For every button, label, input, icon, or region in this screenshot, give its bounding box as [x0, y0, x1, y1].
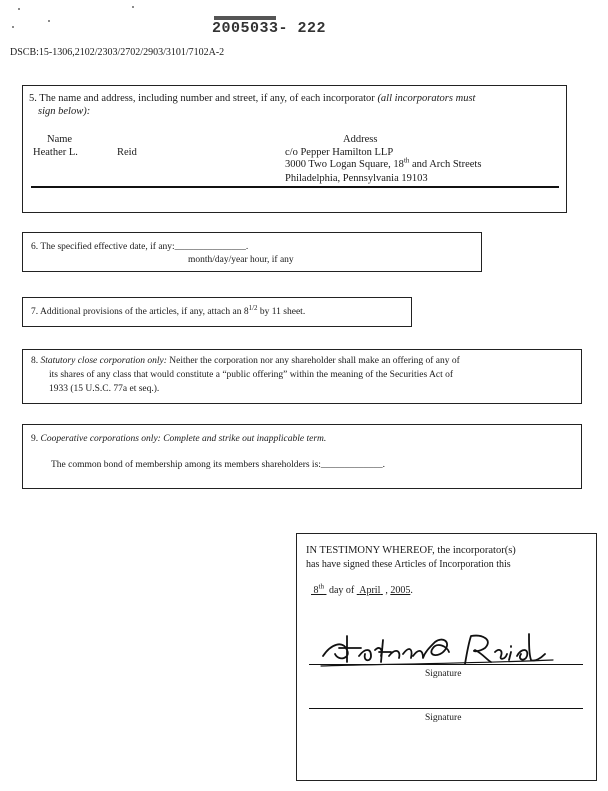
testimony-month [357, 585, 383, 596]
section-5-label-plain: 5. The name and address, including number and street, if any, of each incorporator [29, 93, 378, 104]
testimony-month-value: April [359, 585, 381, 596]
signature-line-1 [309, 664, 583, 665]
section-9-line1 [31, 433, 326, 446]
testimony-day-of: day of [326, 585, 357, 596]
address-line-2-a: 3000 Two Logan Square, 18 [285, 159, 404, 170]
section-5-label-italic: (all incorporators must [377, 93, 476, 104]
address-line-3: Philadelphia, Pennsylvania 19103 [285, 173, 428, 184]
signature-label-1: Signature [425, 669, 462, 679]
incorporator-first-name: Heather L. [33, 147, 78, 158]
testimony-date-line [311, 584, 413, 597]
section-6-effective-date [22, 232, 482, 272]
section-5-label-line2: sign below): [38, 106, 91, 117]
section-6-sublabel: month/day/year hour, if any [188, 255, 294, 265]
testimony-day-sup: th [318, 582, 324, 591]
scan-speck [12, 26, 14, 28]
testimony-line-2: has have signed these Articles of Incorporation this [306, 559, 511, 570]
section-7-label-b: by 11 sheet. [257, 307, 306, 317]
scan-speck [132, 6, 134, 8]
section-5-incorporators [22, 85, 567, 213]
section-8-close-corporation [22, 349, 582, 404]
name-header: Name [47, 134, 73, 145]
section-5-rule [31, 186, 559, 188]
signature-label-2: Signature [425, 713, 462, 723]
stamp-number-text: 2005033- 222 [212, 20, 327, 37]
testimony-line-1: IN TESTIMONY WHEREOF, the incorporator(s) [306, 545, 516, 556]
signature-line-2 [309, 708, 583, 709]
section-5-label-line1 [29, 92, 475, 105]
document-code: DSCB:15-1306,2102/2303/2702/2903/3101/7102A-2 [10, 47, 225, 58]
section-7-label [31, 303, 306, 319]
section-8-line1-rest: Neither the corporation nor any shareholder shall make an offering of any of [166, 356, 460, 366]
section-8-line3: 1933 (15 U.S.C. 77a et seq.). [49, 384, 160, 394]
scan-speck [18, 8, 20, 10]
section-9-num: 9. [31, 434, 39, 444]
section-8-line2: its shares of any class that would constitute a “public offering” within the meaning of the Securities Act of [49, 370, 454, 380]
testimony-day [311, 582, 326, 596]
section-9-line2: The common bond of membership among its members shareholders is:_____________. [51, 460, 386, 470]
section-7-additional-provisions [22, 297, 412, 327]
section-7-label-sup: 1/2 [248, 303, 258, 312]
testimony-comma: , [382, 585, 391, 596]
testimony-period: . [410, 585, 413, 596]
section-8-italic: Statutory close corporation only: [40, 356, 167, 366]
section-6-label: 6. The specified effective date, if any:_______________. [31, 242, 249, 252]
section-7-label-a: 7. Additional provisions of the articles, if any, attach an 8 [31, 307, 249, 317]
address-line-2-b: and Arch Streets [409, 159, 482, 170]
address-line-2-sup: th [403, 156, 410, 165]
testimony-year: 2005 [390, 585, 411, 596]
scan-speck [48, 20, 50, 22]
testimony-signature-block [296, 533, 597, 781]
section-9-italic: Cooperative corporations only: Complete and strike out inapplicable term. [40, 434, 327, 444]
address-line-1: c/o Pepper Hamilton LLP [285, 147, 394, 158]
section-9-cooperative [22, 424, 582, 489]
stamp-number [210, 16, 327, 40]
testimony-day-value: 8 [313, 585, 319, 596]
incorporator-last-name: Reid [117, 147, 137, 158]
address-header: Address [343, 134, 378, 145]
section-8-line1 [31, 355, 460, 368]
address-line-2 [285, 158, 481, 171]
section-8-num: 8. [31, 356, 39, 366]
